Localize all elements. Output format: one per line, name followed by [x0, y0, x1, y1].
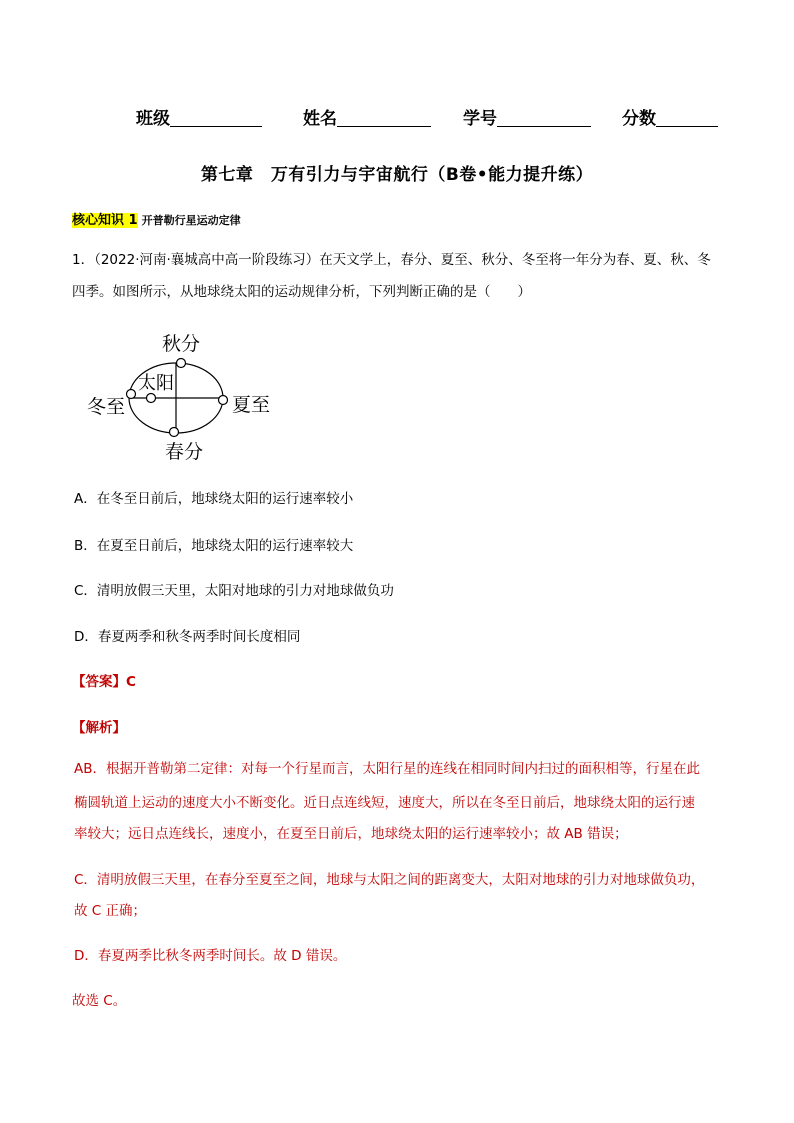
- analysis-ab-line-2: 椭圆轨道上运动的速度大小不断变化。近日点连线短，速度大，所以在冬至日前后，地球绕太阳的运行速: [74, 795, 695, 811]
- analysis-ab-line-1: AB．根据开普勒第二定律：对每一个行星而言，太阳行星的连线在相同时间内扫过的面积相等，行星在此: [74, 761, 700, 777]
- section-subtitle: 开普勒行星运动定律: [141, 214, 241, 227]
- class-blank[interactable]: [170, 108, 262, 127]
- section-tag-highlight: 核心知识 1: [72, 213, 138, 228]
- analysis-c-line-1: C．清明放假三天里，在春分至夏至之间，地球与太阳之间的距离变大，太阳对地球的引力对地球做负功，: [74, 872, 705, 888]
- analysis-c-line-2: 故 C 正确；: [74, 903, 147, 919]
- label-winter: 冬至: [87, 396, 126, 418]
- score-field: [622, 104, 718, 129]
- label-spring: 春分: [165, 441, 204, 463]
- earth-summer-marker: [219, 396, 228, 405]
- section-tag: [72, 209, 241, 228]
- name-field: [303, 104, 431, 129]
- student-info-header: [136, 104, 262, 129]
- sun-marker: [147, 394, 156, 403]
- earth-spring-marker: [170, 428, 179, 437]
- score-blank[interactable]: [656, 108, 718, 127]
- question-line-2: 四季。如图所示，从地球绕太阳的运动规律分析，下列判断正确的是（ ）: [72, 284, 531, 300]
- earth-autumn-marker: [177, 359, 186, 368]
- label-autumn: 秋分: [162, 333, 201, 355]
- name-label: 姓名: [303, 109, 337, 129]
- label-summer: 夏至: [232, 394, 271, 416]
- option-d: D．春夏两季和秋冬两季时间长度相同: [74, 629, 301, 645]
- label-sun: 太阳: [138, 373, 174, 394]
- student-id-blank[interactable]: [497, 108, 591, 127]
- option-a: A．在冬至日前后，地球绕太阳的运行速率较小: [74, 491, 354, 507]
- orbit-diagram: [80, 328, 290, 468]
- answer: [72, 670, 136, 690]
- student-id-field: [463, 104, 591, 129]
- class-label: 班级: [136, 109, 170, 129]
- chapter-title: 第七章 万有引力与宇宙航行（B卷•能力提升练）: [200, 165, 594, 185]
- name-blank[interactable]: [337, 108, 431, 127]
- option-b: B．在夏至日前后，地球绕太阳的运行速率较大: [74, 538, 354, 554]
- analysis-ab-line-3: 率较大；远日点连线长，速度小，在夏至日前后，地球绕太阳的运行速率较小；故 AB 错误；: [74, 826, 628, 842]
- analysis-d-line: D．春夏两季比秋冬两季时间长。故 D 错误。: [74, 948, 347, 964]
- answer-label: 【答案】: [72, 674, 126, 690]
- analysis-conclusion: 故选 C。: [72, 993, 127, 1009]
- earth-winter-marker: [127, 390, 136, 399]
- student-id-label: 学号: [463, 109, 497, 129]
- answer-value: C: [126, 674, 136, 690]
- score-label: 分数: [622, 109, 656, 129]
- option-c: C．清明放假三天里，太阳对地球的引力对地球做负功: [74, 583, 394, 599]
- analysis-label: 【解析】: [72, 720, 126, 736]
- question-line-1: 1．（2022·河南·襄城高中高一阶段练习）在天文学上，春分、夏至、秋分、冬至将一年分为春、夏、秋、冬: [72, 252, 711, 268]
